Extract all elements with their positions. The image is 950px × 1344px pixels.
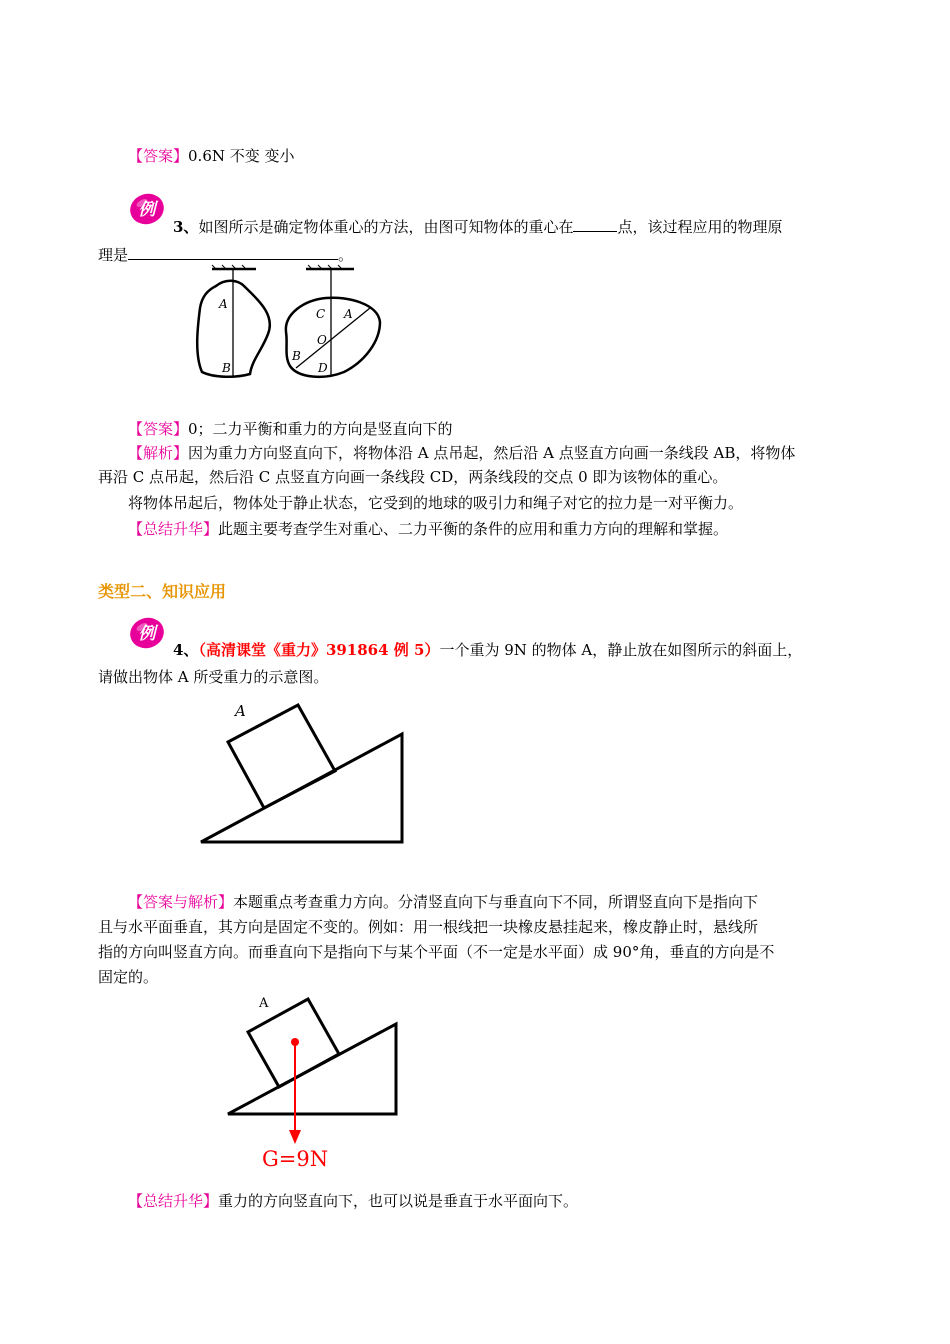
analysis-tag: 【解析】 xyxy=(128,444,189,462)
label-A: A xyxy=(219,297,228,311)
q2-answer xyxy=(128,146,295,166)
answer-text: 本题重点考查重力方向。分清竖直向下与垂直向下不同，所谓竖直向下是指向下 xyxy=(233,893,759,911)
answer-text: 0.6N 不变 变小 xyxy=(188,147,295,165)
summary-tag: 【总结升华】 xyxy=(128,520,219,538)
q3-analysis-line1 xyxy=(128,443,795,463)
summary-text: 此题主要考查学生对重心、二力平衡的条件的应用和重力方向的理解和掌握。 xyxy=(218,520,729,538)
block-label: A xyxy=(235,702,246,720)
stem-text: 点，该过程应用的物理原 xyxy=(617,218,783,236)
answer-tag: 【答案】 xyxy=(128,420,189,438)
label-A: A xyxy=(344,307,353,321)
answer-text: 指的方向叫竖直方向。而垂直向下是指向下与某个平面（不一定是水平面）成 90°角，垂直的方向是不 xyxy=(98,943,775,961)
label-C: C xyxy=(316,307,326,321)
summary-text: 重力的方向竖直向下，也可以说是垂直于水平面向下。 xyxy=(218,1192,579,1210)
q3-summary xyxy=(128,519,728,539)
example-badge-icon xyxy=(128,616,166,650)
gravity-answer-figure xyxy=(222,988,407,1173)
example-badge-icon xyxy=(128,192,166,226)
answer-tag: 【答案】 xyxy=(128,147,189,165)
q3-answer xyxy=(128,419,453,439)
label-B: B xyxy=(222,361,231,375)
question-number: 3、 xyxy=(173,218,199,236)
q4-answer-line2 xyxy=(98,917,758,937)
analysis-text: 因为重力方向竖直向下，将物体沿 A 点吊起，然后沿 A 点竖直方向画一条线段 AB，将物体 xyxy=(188,444,796,462)
question-source: （高清课堂《重力》391864 例 5） xyxy=(198,641,440,659)
stem-text: 请做出物体 A 所受重力的示意图。 xyxy=(98,668,329,686)
answer-text: 固定的。 xyxy=(98,968,159,986)
q3-analysis-line2 xyxy=(98,467,727,487)
block-label: A xyxy=(259,996,269,1011)
q3-analysis-line3 xyxy=(128,493,743,513)
stem-text: 理是 xyxy=(98,246,129,264)
analysis-text: 将物体吊起后，物体处于静止状态，它受到的地球的吸引力和绳子对它的拉力是一对平衡力。 xyxy=(128,494,744,512)
answer-blank xyxy=(128,245,338,260)
stem-text: 一个重为 9N 的物体 A，静止放在如图所示的斜面上， xyxy=(439,641,803,659)
q4-summary xyxy=(128,1191,578,1211)
q4-answer-line1 xyxy=(128,892,758,912)
q4-stem-line1 xyxy=(173,640,802,660)
center-of-gravity-figure xyxy=(186,264,386,384)
analysis-text: 再沿 C 点吊起，然后沿 C 点竖直方向画一条线段 CD，两条线段的交点 0 即为该物体的重心。 xyxy=(98,468,728,486)
stem-text: 。 xyxy=(338,246,354,264)
answer-text: 且与水平面垂直，其方向是固定不变的。例如：用一根线把一块橡皮悬挂起来，橡皮静止时，悬线所 xyxy=(98,918,759,936)
badge-text: 例 xyxy=(138,200,156,220)
label-B: B xyxy=(292,349,301,363)
gravity-force-label: G=9N xyxy=(262,1147,329,1171)
answer-blank xyxy=(573,217,617,232)
incline-figure xyxy=(195,696,410,851)
q3-stem-line1 xyxy=(173,217,782,237)
summary-tag: 【总结升华】 xyxy=(128,1192,219,1210)
label-O: O xyxy=(317,333,327,347)
q3-stem-line2 xyxy=(98,245,353,265)
answer-text: 0；二力平衡和重力的方向是竖直向下的 xyxy=(188,420,453,438)
question-number: 4、 xyxy=(173,641,199,659)
answer-tag: 【答案与解析】 xyxy=(128,893,234,911)
label-D: D xyxy=(318,361,328,375)
badge-text: 例 xyxy=(138,624,156,644)
stem-text: 如图所示是确定物体重心的方法，由图可知物体的重心在 xyxy=(198,218,574,236)
q4-answer-line4 xyxy=(98,967,158,987)
section-heading: 类型二、知识应用 xyxy=(98,582,227,601)
q4-stem-line2 xyxy=(98,667,328,687)
q4-answer-line3 xyxy=(98,942,774,962)
